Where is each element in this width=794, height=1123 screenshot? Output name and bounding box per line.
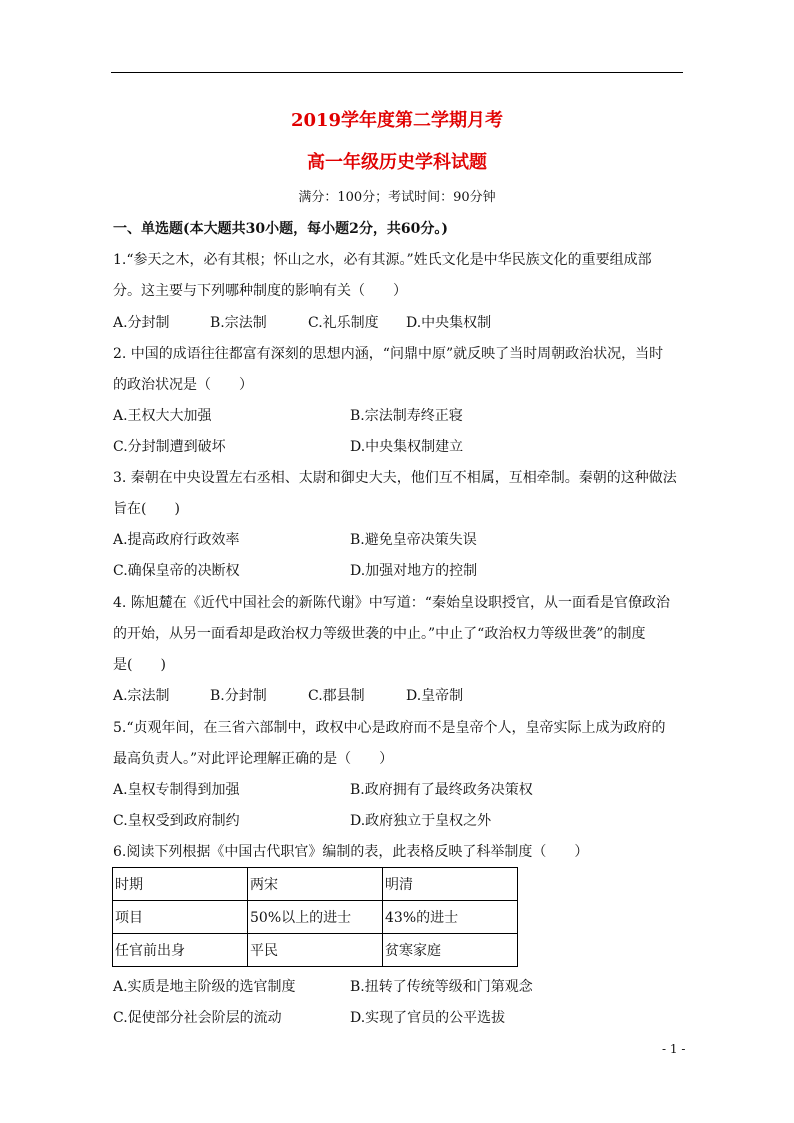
q3-option-d: D.加强对地方的控制 xyxy=(350,563,478,579)
exam-subtitle: 高一年级历史学科试题 xyxy=(307,152,487,173)
question-3-text-cont: 旨在( ) xyxy=(113,501,180,517)
q6-option-b: B.扭转了传统等级和门第观念 xyxy=(350,979,533,995)
q2-option-b: B.宗法制寿终正寝 xyxy=(350,408,463,424)
table-row xyxy=(113,934,518,967)
table-cell: 50%以上的进士 xyxy=(248,901,383,934)
q5-option-c: C.皇权受到政府制约 xyxy=(113,813,240,829)
q2-option-a: A.王权大大加强 xyxy=(113,408,212,424)
table-cell: 43%的进士 xyxy=(383,901,518,934)
q3-option-b: B.避免皇帝决策失误 xyxy=(350,532,477,548)
q5-option-d: D.政府独立于皇权之外 xyxy=(350,813,492,829)
question-4-text: 4. 陈旭麓在《近代中国社会的新陈代谢》中写道：“秦始皇设职授官，从一面看是官僚政治 xyxy=(113,595,670,611)
exam-info: 满分：100分；考试时间：90分钟 xyxy=(298,190,496,205)
q4-option-b: B.分封制 xyxy=(210,688,267,704)
q1-option-b: B.宗法制 xyxy=(210,315,267,331)
question-2-text: 2. 中国的成语往往都富有深刻的思想内涵，“问鼎中原”就反映了当时周朝政治状况，当时 xyxy=(113,346,664,362)
q1-option-c: C.礼乐制度 xyxy=(308,315,379,331)
exam-title: 2019学年度第二学期月考 xyxy=(290,110,504,131)
page-number: - 1 - xyxy=(662,1042,686,1056)
question-4-text-cont: 的开始，从另一面看却是政治权力等级世袭的中止。”中止了“政治权力等级世袭”的制度 xyxy=(113,626,646,642)
q4-option-a: A.宗法制 xyxy=(113,688,170,704)
table-row xyxy=(113,868,518,901)
q2-option-c: C.分封制遭到破坏 xyxy=(113,439,226,455)
q4-option-c: C.郡县制 xyxy=(308,688,365,704)
table-cell: 时期 xyxy=(113,868,248,901)
q1-option-d: D.中央集权制 xyxy=(406,315,492,331)
table-row xyxy=(113,901,518,934)
q1-option-a: A.分封制 xyxy=(113,315,170,331)
question-3-text: 3. 秦朝在中央设置左右丞相、太尉和御史大夫，他们互不相属，互相牵制。秦朝的这种做法 xyxy=(113,470,677,486)
question-2-text-cont: 的政治状况是（ ） xyxy=(113,377,253,393)
header-rule xyxy=(111,72,683,73)
data-table xyxy=(112,867,518,967)
question-1-text-cont: 分。这主要与下列哪种制度的影响有关（ ） xyxy=(113,283,407,299)
q6-option-c: C.促使部分社会阶层的流动 xyxy=(113,1010,282,1026)
table-cell: 明清 xyxy=(383,868,518,901)
q5-option-b: B.政府拥有了最终政务决策权 xyxy=(350,782,533,798)
q6-option-a: A.实质是地主阶级的选官制度 xyxy=(113,979,296,995)
q4-option-d: D.皇帝制 xyxy=(406,688,464,704)
question-4-text-cont2: 是( ) xyxy=(113,657,166,673)
q5-option-a: A.皇权专制得到加强 xyxy=(113,782,240,798)
question-5-text: 5.“贞观年间，在三省六部制中，政权中心是政府而不是皇帝个人，皇帝实际上成为政府的 xyxy=(113,720,666,736)
q6-option-d: D.实现了官员的公平选拔 xyxy=(350,1010,506,1026)
section-heading: 一、单选题(本大题共30小题，每小题2分，共60分。) xyxy=(113,221,448,237)
table-cell: 平民 xyxy=(248,934,383,967)
question-6-text: 6.阅读下列根据《中国古代职官》编制的表，此表格反映了科举制度（ ） xyxy=(113,844,589,860)
table-cell: 项目 xyxy=(113,901,248,934)
q3-option-a: A.提高政府行政效率 xyxy=(113,532,240,548)
q3-option-c: C.确保皇帝的决断权 xyxy=(113,563,240,579)
table-cell: 两宋 xyxy=(248,868,383,901)
q2-option-d: D.中央集权制建立 xyxy=(350,439,464,455)
table-cell: 任官前出身 xyxy=(113,934,248,967)
question-1-text: 1.“参天之木，必有其根；怀山之水，必有其源。”姓氏文化是中华民族文化的重要组成部 xyxy=(113,252,652,268)
table-cell: 贫寒家庭 xyxy=(383,934,518,967)
question-5-text-cont: 最高负责人。”对此评论理解正确的是（ ） xyxy=(113,751,394,767)
